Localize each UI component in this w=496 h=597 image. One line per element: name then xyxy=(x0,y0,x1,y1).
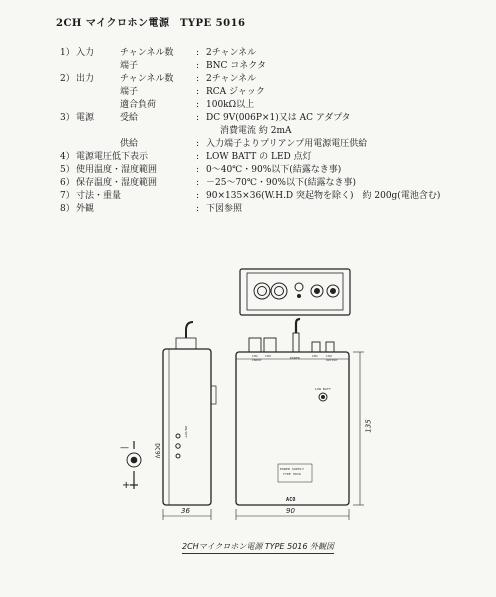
dim-depth: 36 xyxy=(181,507,190,515)
spec-number: 7） xyxy=(60,191,75,201)
spec-item: 電源電圧低下表示 xyxy=(76,152,149,162)
dim-width: 90 xyxy=(286,507,295,515)
spec-subitem: チャンネル数 xyxy=(120,74,174,84)
nameplate-line-1: POWER SUPPLY xyxy=(280,467,305,471)
spec-value: 100kΩ以上 xyxy=(206,100,255,110)
spec-value: DC 9V(006P×1)又は AC アダプタ xyxy=(206,113,351,123)
spec-number: 3） xyxy=(60,113,75,123)
dimension-lines xyxy=(163,352,364,520)
label-ch1-input: CH1 INPUT xyxy=(252,354,263,362)
label-ch2-output: CH2 OUTPUT xyxy=(326,354,339,362)
spec-colon: : xyxy=(196,113,200,123)
spec-colon: : xyxy=(196,178,200,188)
spec-item: 寸法・重量 xyxy=(76,191,122,201)
spec-colon: : xyxy=(196,191,200,201)
spec-colon: : xyxy=(196,139,200,149)
spec-colon: : xyxy=(196,74,200,84)
spec-number: 4） xyxy=(60,152,75,162)
front-view xyxy=(236,319,349,505)
spec-item: 出力 xyxy=(76,74,95,84)
label-low-batt: LOW BATT xyxy=(315,387,332,391)
spec-colon: : xyxy=(196,48,200,58)
polarity-plus: + xyxy=(122,480,131,491)
top-view xyxy=(240,269,350,315)
spec-value: 0～40℃・90%以下(結露なき事) xyxy=(206,165,342,175)
spec-item: 入力 xyxy=(76,48,95,58)
spec-number: 6） xyxy=(60,178,75,188)
spec-value: LOW BATT の LED 点灯 xyxy=(206,152,312,162)
polarity-minus: — xyxy=(120,443,129,453)
spec-value: BNC コネクタ xyxy=(206,61,267,71)
spec-subitem: 受給 xyxy=(120,113,139,123)
spec-value: 入力端子よりプリアンプ用電源電圧供給 xyxy=(206,139,368,149)
label-ch2-input: CH2 xyxy=(265,354,272,358)
spec-colon: : xyxy=(196,87,200,97)
spec-item: 保存温度・湿度範囲 xyxy=(76,178,158,188)
spec-number: 5） xyxy=(60,165,75,175)
drawing-caption: 2CHマイクロホン電源 TYPE 5016 外観図 xyxy=(182,541,334,554)
spec-value: 90×135×36(W.H.D 突起物を除く) 約 200g(電池含む) xyxy=(206,191,441,201)
maker-logo: ACO xyxy=(286,497,296,503)
spec-subitem: 供給 xyxy=(120,139,139,149)
dim-height: 135 xyxy=(364,419,373,433)
spec-value: －25～70℃・90%以下(結露なき事) xyxy=(206,178,356,188)
spec-number: 8） xyxy=(60,204,75,214)
spec-value: RCA ジャック xyxy=(206,87,265,97)
label-side: ON/OFF xyxy=(184,425,189,439)
spec-item: 外観 xyxy=(76,204,95,214)
spec-subitem: 端子 xyxy=(120,61,139,71)
spec-value: 下図参照 xyxy=(206,204,243,214)
spec-colon: : xyxy=(196,204,200,214)
spec-number: 2） xyxy=(60,74,75,84)
spec-value: 2チャンネル xyxy=(206,74,257,84)
spec-item: 使用温度・湿度範囲 xyxy=(76,165,158,175)
label-power: POWER xyxy=(290,356,301,360)
spec-colon: : xyxy=(196,165,200,175)
spec-value: 2チャンネル xyxy=(206,48,257,58)
page-title: 2CH マイクロホン電源 TYPE 5016 xyxy=(56,18,246,29)
spec-item: 電源 xyxy=(76,113,95,123)
spec-number: 1） xyxy=(60,48,75,58)
spec-subitem: 適合負荷 xyxy=(120,100,157,110)
spec-value: 消費電流 約 2mA xyxy=(220,126,292,136)
side-view xyxy=(163,322,216,505)
spec-colon: : xyxy=(196,61,200,71)
nameplate-line-2: TYPE 5016 xyxy=(283,472,302,476)
spec-colon: : xyxy=(196,100,200,110)
label-dc-jack: DC9V xyxy=(153,443,161,459)
spec-subitem: チャンネル数 xyxy=(120,48,174,58)
spec-colon: : xyxy=(196,152,200,162)
spec-subitem: 端子 xyxy=(120,87,139,97)
label-ch1-output: CH1 xyxy=(312,354,319,358)
